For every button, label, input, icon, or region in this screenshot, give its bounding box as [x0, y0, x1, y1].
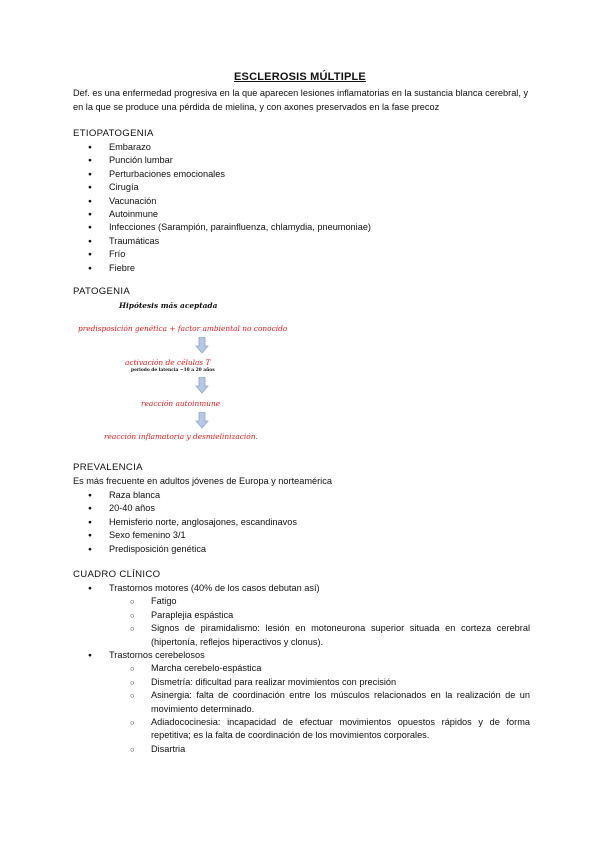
down-arrow-icon [195, 377, 209, 394]
sublist-item: ○ Adiadococinesia: incapacidad de efectuar movimientos opuestos rápidos y de forma repetitiva; es la falta de coordinación de los movimientos corporales. [130, 716, 530, 743]
sublist-item: ○ Fatigo [130, 595, 530, 608]
diagram-step-inflammation: reacción inflamatoria y desmielinización. [104, 432, 258, 441]
list-item: ● Predisposición genética [88, 543, 297, 556]
patogenia-heading: PATOGENIA [73, 286, 131, 297]
list-item: ● Perturbaciones emocionales [88, 168, 371, 181]
sublist-item: ○ Paraplejia espástica [130, 609, 530, 622]
sublist-item: ○ Asinergia: falta de coordinación entre los músculos relacionados en la realización de un movimiento determinado. [130, 689, 530, 716]
prevalencia-list [88, 489, 297, 556]
cerebelosos-sublist [130, 662, 530, 756]
motores-sublist [130, 595, 530, 649]
document-title: ESCLEROSIS MÚLTIPLE [234, 71, 366, 83]
list-item: ● Autoinmune [88, 208, 371, 221]
etiopatogenia-heading: ETIOPATOGENIA [73, 128, 154, 139]
diagram-step-t-cells: activación de células T [125, 358, 211, 367]
list-item: ● Hemisferio norte, anglosajones, escandinavos [88, 516, 297, 529]
list-item: ● Vacunación [88, 195, 371, 208]
sublist-item: ○ Marcha cerebelo-espástica [130, 662, 530, 675]
patogenia-flow-diagram [73, 298, 333, 448]
list-item: ● Fiebre [88, 262, 371, 275]
etiopatogenia-list [88, 141, 371, 275]
list-item: ● Traumáticas [88, 235, 371, 248]
sublist-item: ○ Dismetría: dificultad para realizar movimientos con precisión [130, 676, 530, 689]
cuadro-clinico-list [88, 582, 530, 756]
list-item [88, 582, 530, 649]
list-item: ● Raza blanca [88, 489, 297, 502]
list-item: ● Cirugía [88, 181, 371, 194]
diagram-hypothesis-label: Hipótesis más aceptada [119, 301, 218, 310]
sublist-item: ○ Signos de piramidalismo: lesión en motoneurona superior situada en corteza cerebral (hipertonía, reflejos hiperactivos y clonus). [130, 622, 530, 649]
definition-paragraph: Def. es una enfermedad progresiva en la que aparecen lesiones inflamatorias en la sustancia blanca cerebral, y en la que se produce una pérdida de mielina, y con axones preservados en la fase precoz [73, 88, 529, 112]
list-item: ● Sexo femenino 3/1 [88, 529, 297, 542]
sublist-item: ○ Disartria [130, 743, 530, 756]
diagram-step-genetic: predisposición genética + factor ambiental no conocido [78, 324, 288, 333]
prevalencia-intro: Es más frecuente en adultos jóvenes de Europa y norteamérica [73, 476, 332, 486]
list-item [88, 649, 530, 756]
group-label-motores: Trastornos motores (40% de los casos debutan así) [109, 583, 320, 593]
down-arrow-icon [195, 412, 209, 429]
prevalencia-heading: PREVALENCIA [73, 462, 143, 473]
list-item: ● Frío [88, 248, 371, 261]
group-label-cerebelosos: Trastornos cerebelosos [109, 650, 205, 661]
list-item: ● Infecciones (Sarampión, parainfluenza, chlamydia, pneumoniae) [88, 221, 371, 234]
diagram-step-autoimmune: reacción autoinmune [141, 399, 221, 408]
list-item: ● 20-40 años [88, 502, 297, 515]
down-arrow-icon [195, 337, 209, 354]
cuadro-clinico-heading: CUADRO CLÍNICO [73, 569, 161, 580]
diagram-latency-note: periodo de latencia ~10 a 20 años [131, 368, 215, 373]
list-item: ● Embarazo [88, 141, 371, 154]
list-item: ● Punción lumbar [88, 154, 371, 167]
